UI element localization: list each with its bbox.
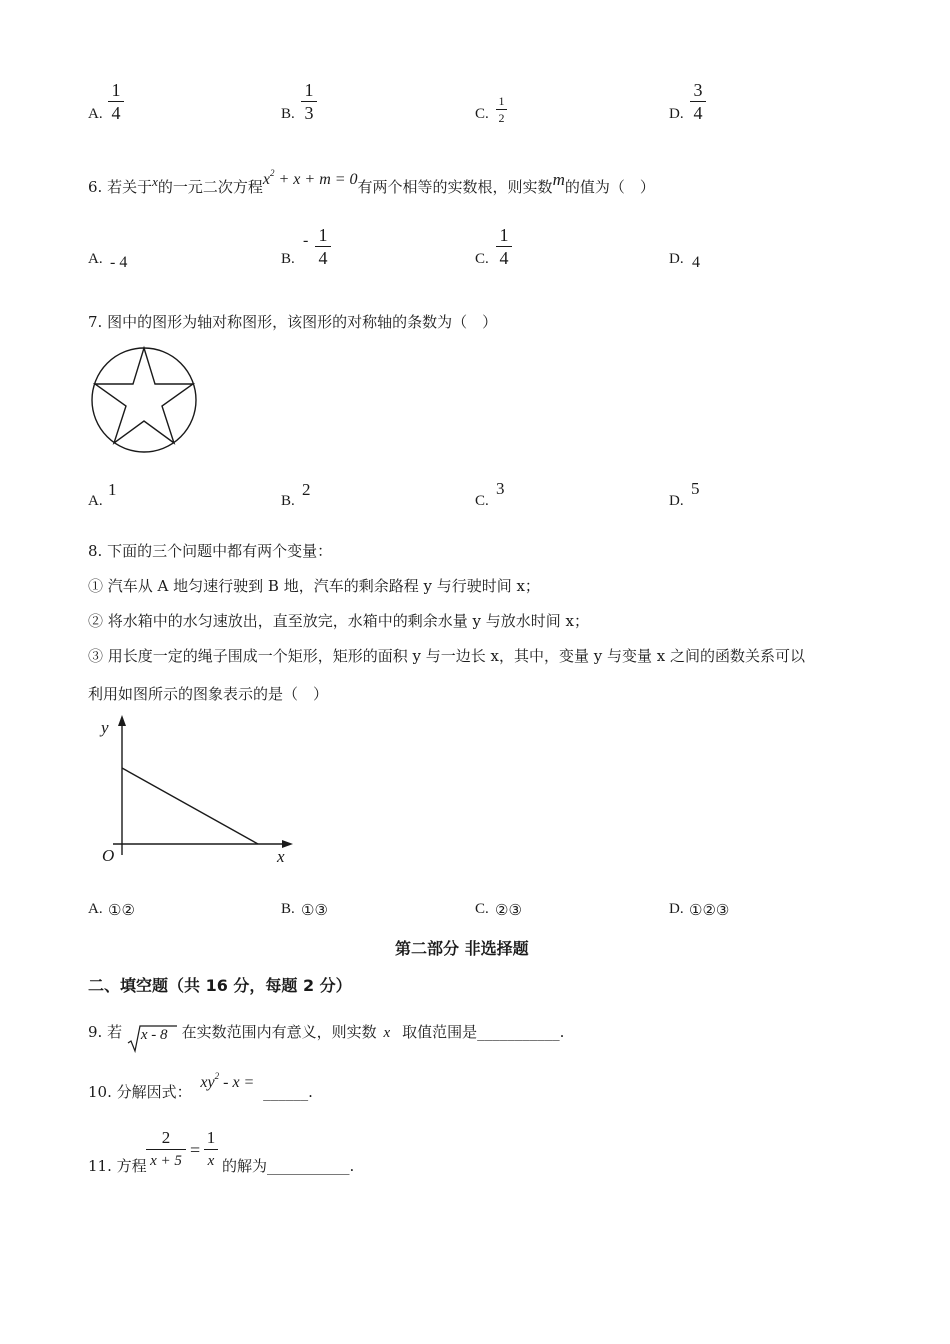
q7-option-a-value: 1 (108, 480, 117, 499)
q10-stem: 10. 分解因式： $xy^2$ - x = ______. (88, 1071, 313, 1101)
q6-option-d-value: 4 (692, 254, 700, 271)
q5-option-a-fraction: 1 4 (108, 80, 124, 123)
q11-suffix: 的解为___________. (222, 1157, 355, 1175)
y-axis-label: y (101, 718, 109, 737)
q8-option-b-letter: B. (281, 901, 295, 917)
q5-option-a-letter: A. (88, 106, 103, 122)
q11-right-fraction: 1 x (204, 1128, 218, 1171)
q6-option-d-letter: D. (669, 251, 684, 267)
q5-option-d-fraction: 3 4 (690, 80, 706, 123)
q7-option-c-letter: C. (475, 493, 489, 509)
q5-option-d-letter: D. (669, 106, 684, 122)
q8-option-b-value: ①③ (301, 901, 328, 919)
q7-option-d-value: 5 (691, 479, 700, 498)
q7-option-a-letter: A. (88, 493, 103, 509)
origin-label: O (102, 846, 115, 865)
q6-option-a-value: - 4 (110, 254, 128, 271)
q6-option-c-fraction: 1 4 (496, 225, 512, 268)
q7-stem: 7. 图中的图形为轴对称图形，该图形的对称轴的条数为（ ） (88, 313, 498, 331)
q5-option-c-fraction: 1 2 (496, 94, 507, 125)
q8-option-a-value: ①② (108, 901, 135, 919)
q8-option-d-letter: D. (669, 901, 684, 917)
q8-option-c-letter: C. (475, 901, 489, 917)
q6-option-b-fraction: 1 4 (315, 225, 331, 268)
q6-stem: 6. 若关于x的一元二次方程$x^2 + x + m = 0$有两个相等的实数根，则实数m的值为（ ） (88, 168, 655, 196)
decreasing-line (122, 768, 258, 844)
q6-equation: $x^2 + x + m = 0$ (262, 168, 358, 188)
q5-option-b-fraction: 1 3 (301, 80, 317, 123)
q6-option-b-letter: B. (281, 251, 295, 267)
q8-item-2: ② 将水箱中的水匀速放出，直至放完，水箱中的剩余水量 y 与放水时间 x； (88, 612, 590, 630)
q11-left-fraction: 2 x + 5 (146, 1128, 186, 1171)
circle-star-figure (88, 344, 200, 456)
q8-option-a-letter: A. (88, 901, 103, 917)
section-heading: 二、填空题（共 16 分，每题 2 分） (88, 976, 352, 995)
q8-option-d-value: ①②③ (689, 901, 730, 919)
q8-item-3: ③ 用长度一定的绳子围成一个矩形，矩形的面积 y 与一边长 x，其中，变量 y 与变量 x 之间的函数关系可以 (88, 647, 806, 665)
q7-option-b-letter: B. (281, 493, 295, 509)
q7-option-b-value: 2 (302, 480, 311, 499)
q11-equals: = (190, 1140, 201, 1160)
q8-item-1: ① 汽车从 A 地匀速行驶到 B 地，汽车的剩余路程 y 与行驶时间 x； (88, 577, 540, 595)
y-axis-arrow-icon (118, 715, 126, 726)
q11-prefix: 11. 方程 (88, 1157, 147, 1175)
q8-item-3-continued: 利用如图所示的图象表示的是（ ） (88, 685, 329, 703)
q6-option-a-letter: A. (88, 251, 103, 267)
q8-line-graph (95, 712, 300, 867)
q6-option-c-letter: C. (475, 251, 489, 267)
part-two-title: 第二部分 非选择题 (395, 939, 529, 958)
q8-option-c-value: ②③ (495, 901, 522, 919)
q7-option-c-value: 3 (496, 479, 505, 498)
q5-option-b-letter: B. (281, 106, 295, 122)
q10-expression: $xy^2$ - x = (200, 1071, 255, 1091)
q6-option-b-sign: - (303, 232, 309, 249)
q5-option-c-letter: C. (475, 106, 489, 122)
x-axis-label: x (277, 847, 285, 866)
q9-stem: 9. 若 x - 8 在实数范围内有意义，则实数 x 取值范围是___________. (88, 1021, 564, 1042)
q7-option-d-letter: D. (669, 493, 684, 509)
q8-intro: 8. 下面的三个问题中都有两个变量： (88, 542, 333, 560)
